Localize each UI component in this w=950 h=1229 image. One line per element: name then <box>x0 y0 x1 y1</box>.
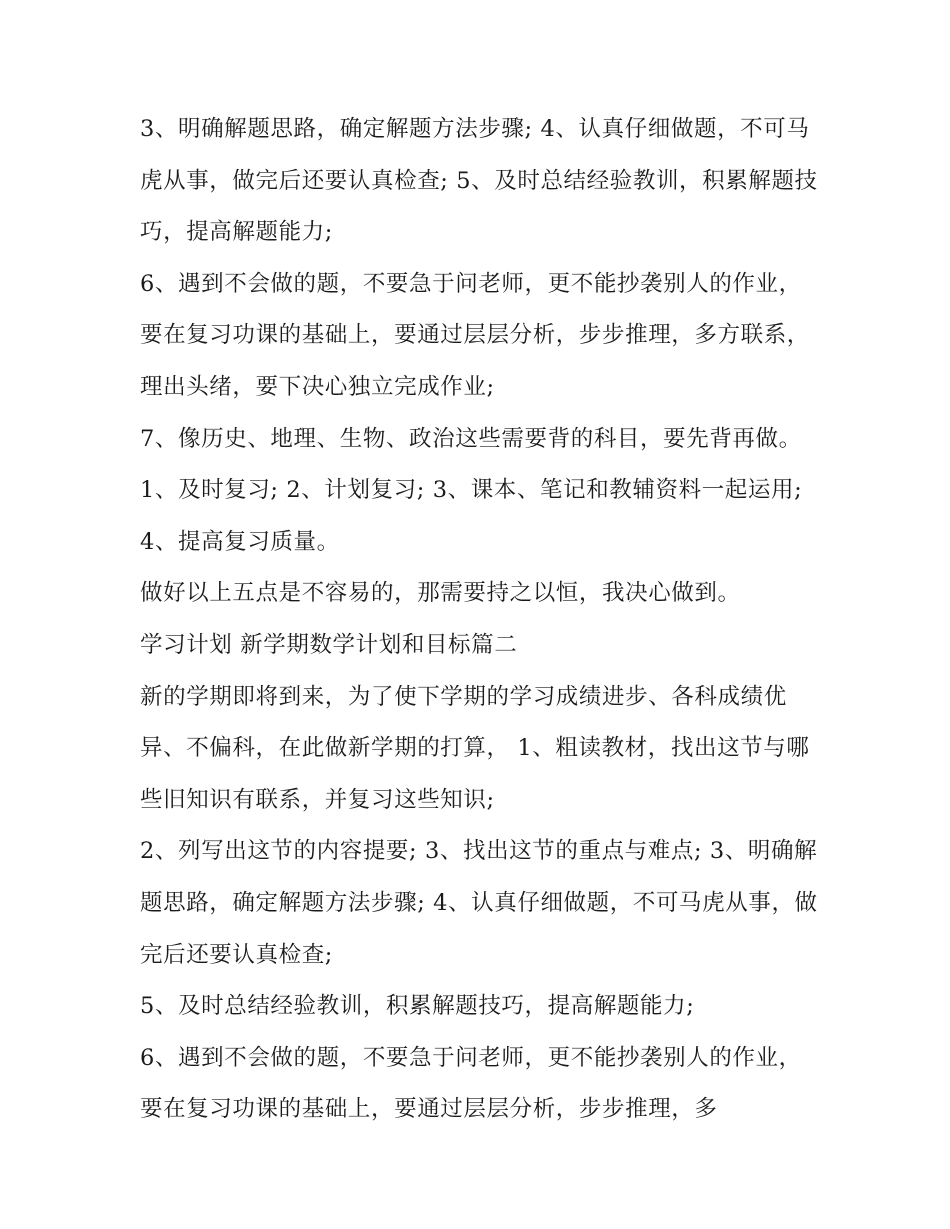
section-heading: 学习计划 新学期数学计划和目标篇二 <box>140 631 518 658</box>
paragraph-2: 6、遇到不会做的题，不要急于问老师，更不能抄袭别人的作业，要在复习功课的基础上，要通过层层分析，步步推理，多方联系，理出头绪，要下决心独立完成作业; <box>140 270 810 400</box>
document-body <box>140 104 820 1136</box>
paragraph-6: 2、列写出这节的内容提要; 3、找出这节的重点与难点; 3、明确解题思路，确定解题方法步骤; 4、认真仔细做题，不可马虎从事，做完后还要认真检查; <box>140 838 818 968</box>
paragraph-4: 做好以上五点是不容易的，那需要持之以恒，我决心做到。 <box>140 580 741 607</box>
paragraph-3: 7、像历史、地理、生物、政治这些需要背的科目，要先背再做。 1、及时复习; 2、计划复习; 3、课本、笔记和教辅资料一起运用; 4、提高复习质量。 <box>140 425 803 555</box>
paragraph-1: 3、明确解题思路，确定解题方法步骤; 4、认真仔细做题，不可马虎从事，做完后还要认真检查; 5、及时总结经验教训，积累解题技巧，提高解题能力; <box>140 116 818 246</box>
paragraph-8: 6、遇到不会做的题，不要急于问老师，更不能抄袭别人的作业，要在复习功课的基础上，要通过层层分析，步步推理，多 <box>140 1044 802 1123</box>
paragraph-7: 5、及时总结经验教训，积累解题技巧，提高解题能力; <box>140 993 695 1020</box>
paragraph-5: 新的学期即将到来，为了使下学期的学习成绩进步、各科成绩优异、不偏科，在此做新学期的打算， 1、粗读教材，找出这节与哪些旧知识有联系，并复习这些知识; <box>140 683 810 813</box>
